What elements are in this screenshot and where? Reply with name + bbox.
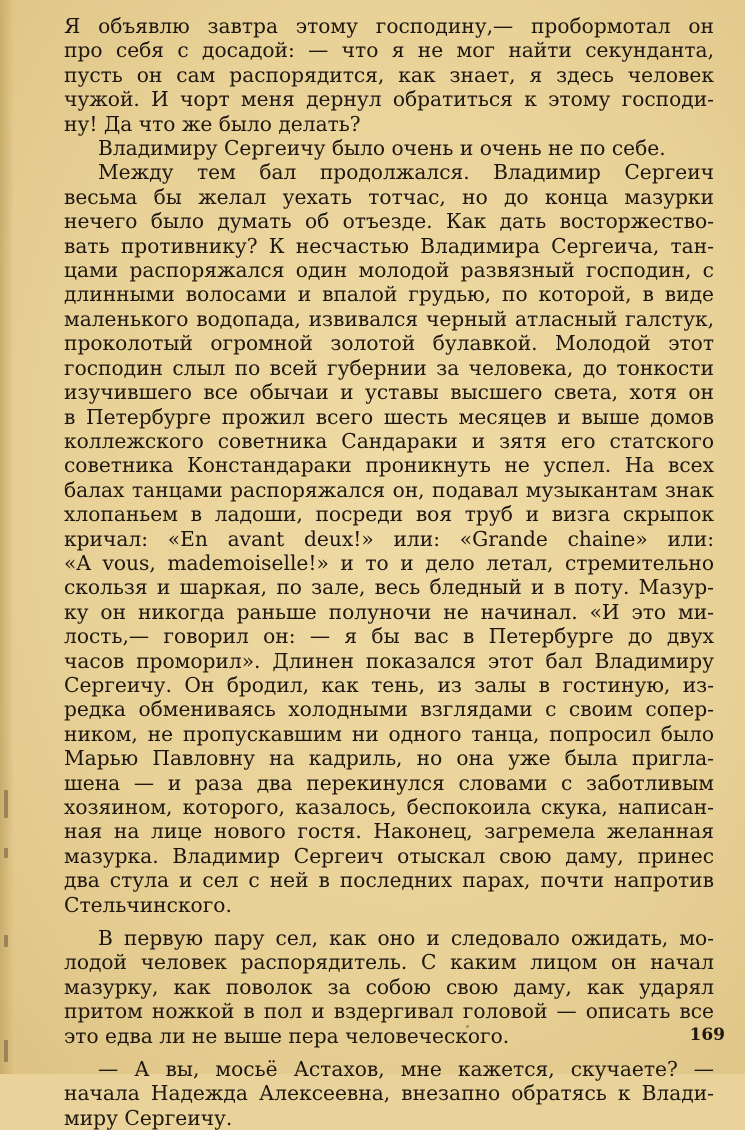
- text-line: советника Констандараки проникнуть не успел. На всех: [64, 453, 714, 478]
- text-line: проколотый огромной золотой булавкой. Молодой этот: [64, 331, 714, 356]
- text-line: мазурка. Владимир Сергеич отыскал свою даму, принес: [64, 843, 714, 868]
- paragraph: [64, 1057, 714, 1130]
- text-line: чужой. И чорт меня дернул обратиться к этому господи-: [64, 87, 714, 112]
- text-line: ником, не пропускавшим ни одного танца, попросил было: [64, 721, 714, 746]
- text-line: шена — и раза два перекинулся словами с заботливым: [64, 770, 714, 795]
- text-line: скользя и шаркая, по зале, весь бледный и в поту. Мазур-: [64, 575, 714, 600]
- text-line: нечего было думать об отъезде. Как дать восторжество-: [64, 209, 714, 234]
- text-line: ная на лице нового гостя. Наконец, загремела желанная: [64, 819, 714, 844]
- margin-mark: [4, 1040, 8, 1062]
- text-line: кричал: «En avant deux!» или: «Grande chaine» или:: [64, 526, 714, 551]
- text-line: В первую пару сел, как оно и следовало ожидать, мо-: [98, 926, 714, 951]
- margin-mark: [4, 935, 8, 947]
- text-line: пусть он сам распорядится, как знает, я здесь человек: [64, 62, 714, 87]
- text-line: «A vous, mademoiselle!» и то и дело летал, стремительно: [64, 550, 714, 575]
- text-line: Стельчинского.: [64, 892, 232, 917]
- text-line: хлопаньем в ладоши, посреди воя труб и визга скрыпок: [64, 502, 714, 527]
- margin-mark: [4, 848, 8, 858]
- text-line: редка обмениваясь холодными взглядами с своим сопер-: [64, 697, 714, 722]
- text-line: вать противнику? К несчастью Владимира Сергеича, тан-: [64, 233, 714, 258]
- text-line: Владимиру Сергеичу было очень и очень не по себе.: [98, 136, 666, 161]
- text-line: коллежского советника Сандараки и зятя его статского: [64, 428, 714, 453]
- text-line: изучившего все обычаи и уставы высшего света, хотя он: [64, 380, 714, 405]
- text-line: в Петербурге прожил всего шесть месяцев и выше домов: [64, 404, 714, 429]
- paragraph: [64, 14, 714, 136]
- page-gutter-shadow: [0, 0, 14, 1074]
- paragraph: [64, 160, 714, 917]
- margin-mark: [4, 790, 8, 818]
- text-line: лодой человек распорядитель. С каким лицом он начал: [64, 950, 714, 975]
- text-line: — А вы, мосьё Астахов, мне кажется, скучаете? —: [98, 1057, 714, 1082]
- text-line: Сергеичу. Он бродил, как тень, из залы в гостиную, из-: [64, 672, 714, 697]
- text-line: господин слыл по всей губернии за человека, до тонкости: [64, 355, 714, 380]
- text-line: балах танцами распоряжался он, подавал музыкантам знак: [64, 477, 714, 502]
- text-line: ну! Да что же было делать?: [64, 111, 361, 136]
- text-line: Между тем бал продолжался. Владимир Сергеич: [98, 160, 714, 185]
- text-line: это едва ли не выше пера человеческого.: [64, 1023, 510, 1048]
- text-line: часов проморил». Длинен показался этот бал Владимиру: [64, 648, 714, 673]
- body-text: [64, 14, 714, 1130]
- page-number: 169: [689, 1025, 725, 1045]
- paragraph: [64, 926, 714, 1048]
- text-line: маленького водопада, извивался черный атласный галстук,: [64, 306, 714, 331]
- paragraph: [64, 136, 714, 160]
- text-line: цами распоряжался один молодой развязный господин, с: [64, 258, 714, 283]
- text-line: миру Сергеичу.: [64, 1105, 233, 1130]
- text-line: начала Надежда Алексеевна, внезапно обратясь к Влади-: [64, 1081, 714, 1106]
- text-line: Я объявлю завтра этому господину,— пробормотал он: [64, 14, 714, 38]
- text-line: весьма бы желал уехать тотчас, но до конца мазурки: [64, 184, 714, 209]
- text-line: ку он никогда раньше полуночи не начинал. «И это ми-: [64, 599, 714, 624]
- text-line: хозяином, которого, казалось, беспокоила скука, написан-: [64, 795, 714, 819]
- text-line: два стула и сел с ней в последних парах, почти напротив: [64, 868, 714, 893]
- text-line: мазурку, как поволок за собою свою даму, как ударял: [64, 974, 714, 999]
- text-line: про себя с досадой: — что я не мог найти секунданта,: [64, 38, 714, 63]
- text-line: притом ножкой в пол и вздергивал головой — описать все: [64, 999, 714, 1024]
- text-line: лость,— говорил он: — я бы вас в Петербурге до двух: [64, 624, 714, 649]
- text-line: Марью Павловну на кадриль, но она уже была пригла-: [64, 746, 714, 771]
- text-line: длинными волосами и впалой грудью, по которой, в виде: [64, 282, 714, 307]
